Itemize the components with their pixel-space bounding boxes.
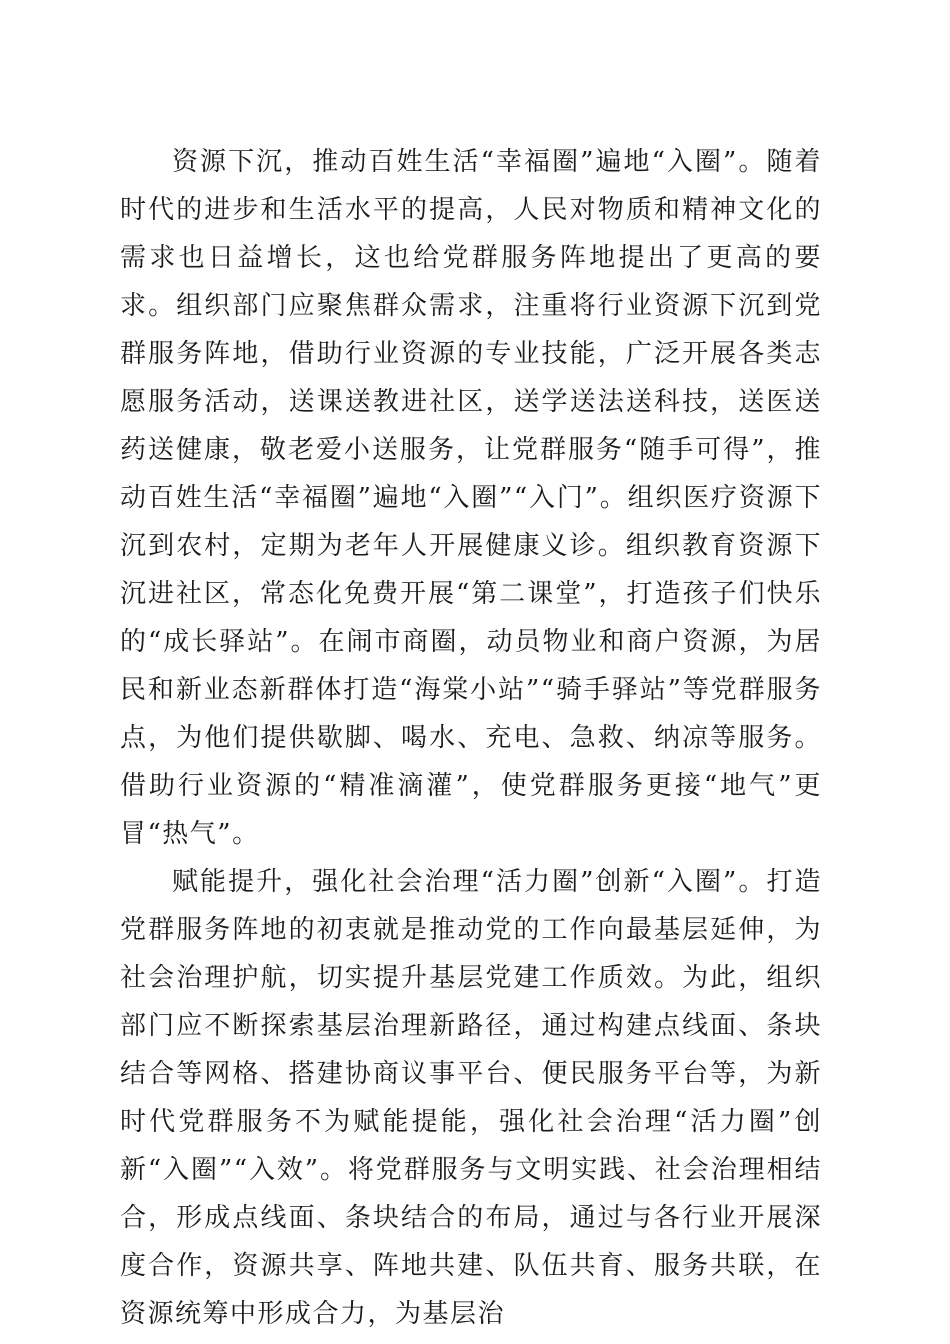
paragraph-empowerment: 赋能提升，强化社会治理“活力圈”创新“入圈”。打造党群服务阵地的初衷就是推动党的工作向最基层延伸，为社会治理护航，切实提升基层党建工作质效。为此，组织部门应不断探索基层治理新路径，通过构建点线面、条块结合等网格、搭建协商议事平台、便民服务平台等，为新时代党群服务不为赋能提能，强化社会治理“活力圈”创新“入圈”“入效”。将党群服务与文明实践、社会治理相结合，形成点线面、条块结合的布局，通过与各行业开展深度合作，资源共享、阵地共建、队伍共育、服务共联，在资源统筹中形成合力，为基层治 (120, 867, 822, 1329)
document-page (120, 138, 822, 1338)
paragraph-resource-sinking: 资源下沉，推动百姓生活“幸福圈”遍地“入圈”。随着时代的进步和生活水平的提高，人民对物质和精神文化的需求也日益增长，这也给党群服务阵地提出了更高的要求。组织部门应聚焦群众需求，注重将行业资源下沉到党群服务阵地，借助行业资源的专业技能，广泛开展各类志愿服务活动，送课送教进社区，送学送法送科技，送医送药送健康，敬老爱小送服务，让党群服务“随手可得”，推动百姓生活“幸福圈”遍地“入圈”“入门”。组织医疗资源下沉到农村，定期为老年人开展健康义诊。组织教育资源下沉进社区，常态化免费开展“第二课堂”，打造孩子们快乐的“成长驿站”。在闹市商圈，动员物业和商户资源，为居民和新业态新群体打造“海棠小站”“骑手驿站”等党群服务点，为他们提供歇脚、喝水、充电、急救、纳凉等服务。借助行业资源的“精准滴灌”，使党群服务更接“地气”更冒“热气”。 (120, 147, 822, 849)
